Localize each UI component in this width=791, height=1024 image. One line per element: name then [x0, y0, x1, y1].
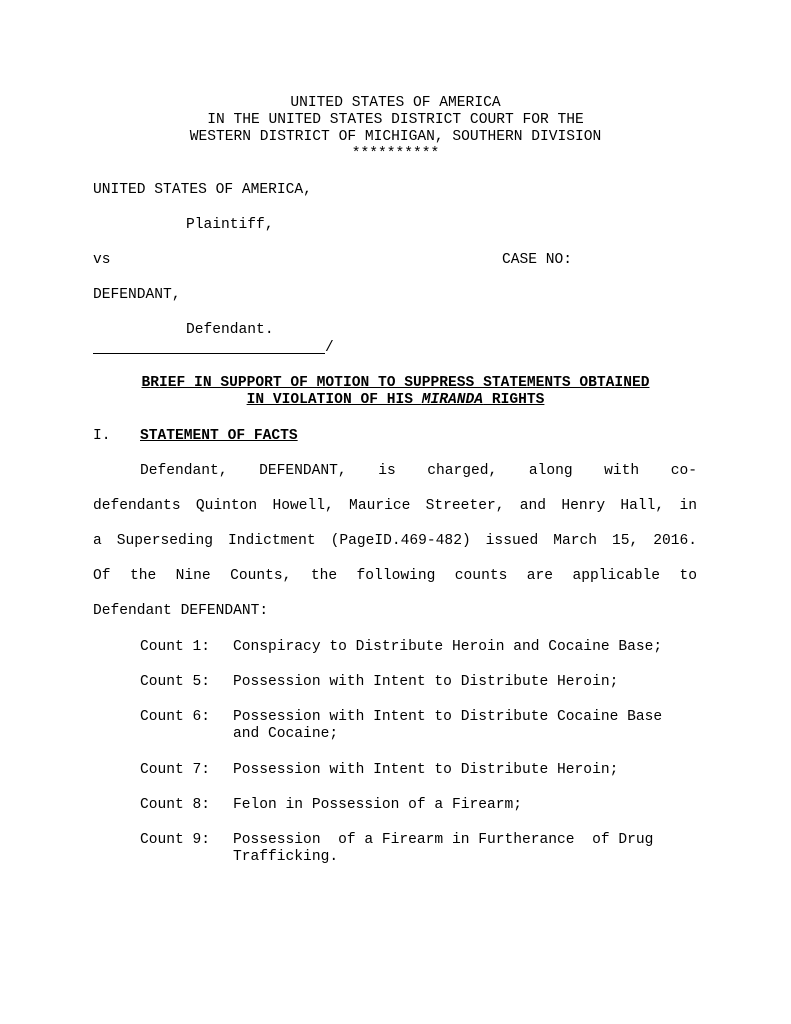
case-number-label: CASE NO: — [502, 252, 573, 268]
title-text-pre: IN VIOLATION OF HIS — [246, 392, 422, 408]
count-9-text: Possession of a Firearm in Furtherance of Drug — [233, 832, 654, 848]
paragraph-line-5: Defendant DEFENDANT: — [93, 603, 269, 619]
header-court: IN THE UNITED STATES DISTRICT COURT FOR THE — [207, 112, 584, 128]
paragraph-line-1: Defendant, DEFENDANT, is charged, along with co- — [140, 463, 697, 479]
paragraph-line-4: Of the Nine Counts, the following counts are applicable to — [93, 568, 697, 584]
count-7-text: Possession with Intent to Distribute Heroin; — [233, 762, 619, 778]
count-6-text: Possession with Intent to Distribute Cocaine Base — [233, 709, 663, 725]
count-6-text-cont: and Cocaine; — [233, 726, 339, 742]
section-number: I. — [93, 428, 111, 444]
count-1-label: Count 1: — [140, 639, 211, 655]
caption-rule — [93, 353, 325, 354]
count-6-label: Count 6: — [140, 709, 211, 725]
versus-label: vs — [93, 252, 111, 268]
brief-title-line2 — [0, 392, 791, 409]
count-8-label: Count 8: — [140, 797, 211, 813]
header-district: WESTERN DISTRICT OF MICHIGAN, SOUTHERN DIVISION — [189, 129, 602, 145]
count-5-label: Count 5: — [140, 674, 211, 690]
header-country: UNITED STATES OF AMERICA — [290, 95, 501, 111]
count-7-label: Count 7: — [140, 762, 211, 778]
caption-slash: / — [325, 340, 334, 356]
count-9-text-cont: Trafficking. — [233, 849, 339, 865]
count-8-text: Felon in Possession of a Firearm; — [233, 797, 523, 813]
defendant-name: DEFENDANT, — [93, 287, 181, 303]
paragraph-line-3: a Superseding Indictment (PageID.469-482) issued March 15, 2016. — [93, 533, 697, 549]
section-heading: STATEMENT OF FACTS — [140, 428, 298, 444]
title-text-miranda: MIRANDA — [421, 392, 484, 408]
paragraph-line-2: defendants Quinton Howell, Maurice Streeter, and Henry Hall, in — [93, 498, 697, 514]
plaintiff-label: Plaintiff, — [186, 217, 274, 233]
brief-title-line1: BRIEF IN SUPPORT OF MOTION TO SUPPRESS STATEMENTS OBTAINED — [141, 375, 650, 391]
count-5-text: Possession with Intent to Distribute Heroin; — [233, 674, 619, 690]
defendant-label: Defendant. — [186, 322, 274, 338]
plaintiff-name: UNITED STATES OF AMERICA, — [93, 182, 312, 198]
count-9-label: Count 9: — [140, 832, 211, 848]
title-text-post: RIGHTS — [483, 392, 545, 408]
count-1-text: Conspiracy to Distribute Heroin and Cocaine Base; — [233, 639, 663, 655]
header-separator: ********** — [351, 146, 440, 162]
